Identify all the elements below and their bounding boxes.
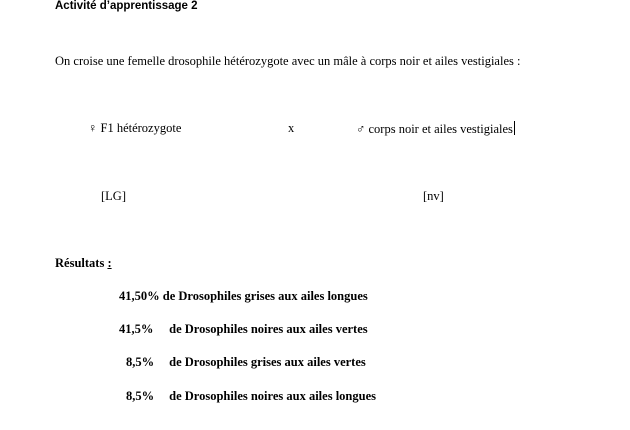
result-row	[126, 389, 376, 404]
male-phenotype-label: corps noir et ailes vestigiales	[368, 122, 513, 136]
male-phenotype: [nv]	[423, 189, 444, 203]
results-heading-colon: :	[107, 256, 112, 270]
result-row	[119, 322, 368, 337]
cross-operator: x	[288, 121, 295, 135]
male-cross-label	[356, 121, 515, 137]
result-percent: 8,5%	[126, 355, 155, 369]
result-text: de Drosophiles noires aux ailes vertes	[169, 322, 368, 336]
result-percent: 8,5%	[126, 389, 155, 403]
result-percent: 41,50%	[119, 289, 160, 303]
intro-paragraph: On croise une femelle drosophile hétérozygote avec un mâle à corps noir et ailes vestigiales :	[55, 54, 521, 68]
document-title: Activité d’apprentissage 2	[55, 0, 198, 12]
results-heading-text: Résultats	[55, 256, 105, 270]
female-phenotype: [LG]	[101, 189, 126, 203]
result-row	[126, 355, 366, 370]
result-text: de Drosophiles grises aux ailes vertes	[169, 355, 366, 369]
female-cross-label	[88, 121, 181, 136]
male-symbol-icon: ♂	[356, 122, 366, 136]
result-text: de Drosophiles noires aux ailes longues	[169, 389, 376, 403]
female-genotype-label: F1 hétérozygote	[100, 121, 182, 135]
text-cursor	[514, 121, 515, 135]
results-heading	[55, 256, 112, 271]
result-row	[119, 289, 368, 304]
female-symbol-icon: ♀	[88, 121, 98, 135]
result-percent: 41,5%	[119, 322, 154, 336]
result-text: de Drosophiles grises aux ailes longues	[162, 289, 368, 303]
